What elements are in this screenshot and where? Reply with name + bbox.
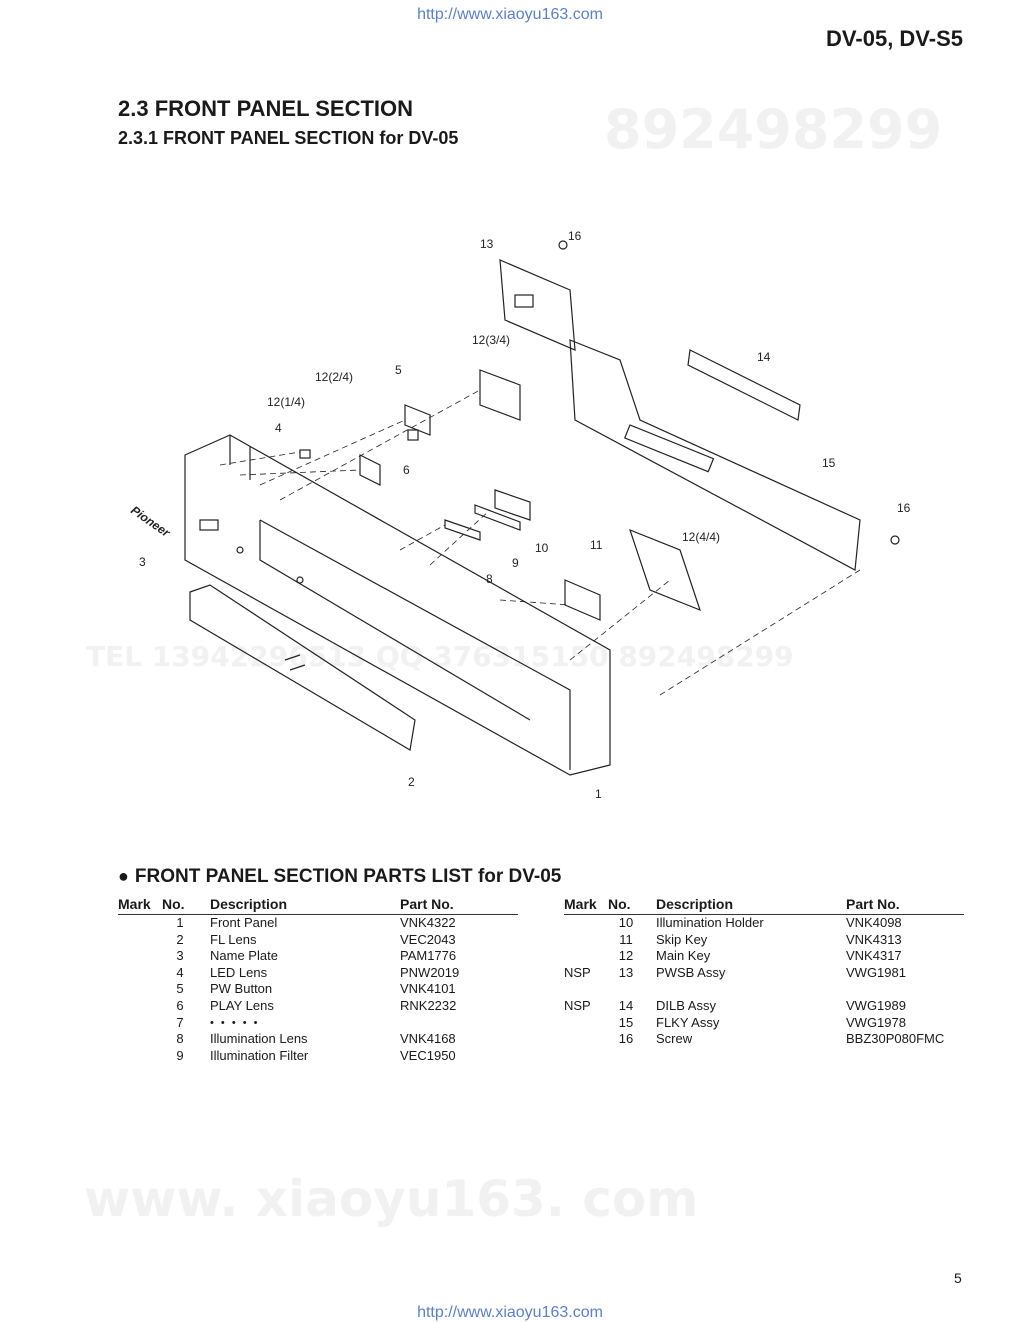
part-number-index: 7 — [176, 1014, 184, 1030]
part-number: VEC1950 — [400, 1047, 456, 1063]
watermark-url-bottom: http://www.xiaoyu163.com — [417, 1304, 603, 1321]
part-mark — [118, 948, 162, 965]
header-mark: Mark — [564, 894, 608, 915]
part-number: VNK4098 — [846, 915, 902, 930]
callout-4: 4 — [275, 421, 282, 435]
part-number-index: 1 — [176, 915, 184, 930]
part-number — [846, 981, 964, 998]
dilb-assy-part — [688, 350, 800, 420]
section-title: 2.3 FRONT PANEL SECTION — [118, 96, 414, 121]
skip-key-part — [565, 580, 600, 620]
callout-11: 11 — [590, 538, 603, 552]
callout-3: 3 — [139, 555, 146, 569]
header-part-no: Part No. — [400, 894, 518, 915]
part-description: Illumination Lens — [210, 1031, 308, 1047]
callout-1: 1 — [595, 787, 602, 801]
table-row — [118, 981, 518, 998]
part-number-index: 8 — [176, 1031, 184, 1047]
part-description: Main Key — [656, 948, 711, 964]
part-number-index: 15 — [618, 1014, 634, 1030]
part-description: Illumination Filter — [210, 1047, 309, 1063]
parts-table-right — [564, 894, 964, 1048]
callout-16-top: 16 — [568, 229, 582, 243]
part-mark — [564, 932, 608, 949]
bullet-icon: ● — [118, 866, 129, 886]
parts-list-title: ● FRONT PANEL SECTION PARTS LIST for DV-05 — [118, 866, 562, 887]
part-number-index: 13 — [618, 964, 634, 980]
table-row — [118, 965, 518, 982]
table-row — [564, 915, 964, 932]
part-mark — [118, 1031, 162, 1048]
callout-5: 5 — [395, 363, 402, 377]
callout-6: 6 — [403, 463, 410, 477]
part-mark — [118, 998, 162, 1015]
part-mark — [118, 965, 162, 982]
header-mark: Mark — [118, 894, 162, 915]
part-description: PW Button — [210, 981, 273, 997]
background-watermark-site: www. xiaoyu163. com — [84, 1170, 699, 1228]
illumination-holder-part — [495, 490, 530, 520]
part-number: VNK4313 — [846, 931, 902, 947]
table-row — [564, 981, 964, 998]
part-description: FL Lens — [210, 931, 257, 947]
table-row — [564, 932, 964, 949]
part-mark — [118, 1048, 162, 1065]
header-description: Description — [198, 894, 400, 915]
model-heading: DV-05, DV-S5 — [826, 26, 963, 51]
part-mark — [564, 948, 608, 965]
pwsb-assy-part — [500, 260, 575, 350]
part-description: Screw — [656, 1031, 693, 1047]
main-key-part-a — [360, 455, 380, 485]
part-number: BBZ30P080FMC — [846, 1031, 945, 1047]
callout-12-1: 12(1/4) — [267, 395, 306, 409]
part-description: PWSB Assy — [656, 964, 726, 980]
part-mark — [118, 1015, 162, 1032]
part-number-index: 16 — [618, 1031, 634, 1047]
table-row — [118, 948, 518, 965]
main-key-part-b — [480, 370, 520, 420]
callout-8: 8 — [486, 572, 493, 586]
part-number-index: 14 — [618, 997, 634, 1013]
table-row — [118, 1015, 518, 1032]
front-panel-part — [185, 435, 610, 775]
part-number: PAM1776 — [400, 948, 457, 964]
callout-13: 13 — [480, 237, 494, 251]
part-description: PLAY Lens — [210, 997, 274, 1013]
table-row — [118, 915, 518, 932]
header-part-no: Part No. — [846, 894, 964, 915]
table-row — [564, 1015, 964, 1032]
fl-lens-part — [190, 585, 415, 750]
callout-9: 9 — [512, 556, 519, 570]
part-number: VNK4322 — [400, 915, 456, 930]
part-number: VEC2043 — [400, 931, 456, 947]
part-number: VNK4168 — [400, 1031, 456, 1047]
part-mark: NSP — [564, 997, 591, 1013]
part-number: VWG1981 — [846, 964, 906, 980]
background-watermark-contact: TEL 13942296513 QQ 376315150 892498299 — [86, 640, 794, 673]
part-number-index: 12 — [618, 948, 634, 964]
part-description: Front Panel — [210, 915, 278, 930]
part-mark — [118, 932, 162, 949]
led-lens-part — [300, 450, 310, 458]
part-number-index: 6 — [176, 997, 184, 1013]
exploded-view-diagram — [100, 220, 980, 820]
part-mark — [118, 915, 162, 932]
table-row — [564, 948, 964, 965]
part-number: VNK4101 — [400, 981, 456, 997]
part-number: VWG1978 — [846, 1014, 906, 1030]
table-row — [564, 998, 964, 1015]
part-description: LED Lens — [210, 964, 268, 980]
callout-16-right: 16 — [897, 501, 911, 515]
part-number: VWG1989 — [846, 997, 906, 1013]
part-mark — [118, 981, 162, 998]
play-lens-part — [408, 430, 418, 440]
callout-10: 10 — [535, 541, 549, 555]
table-row — [118, 998, 518, 1015]
part-number: RNK2232 — [400, 997, 457, 1013]
callout-12-2: 12(2/4) — [315, 370, 354, 384]
header-no: No. — [608, 894, 644, 915]
part-number-index: 4 — [176, 964, 184, 980]
parts-table-left — [118, 894, 518, 1064]
part-description: FLKY Assy — [656, 1014, 720, 1030]
table-row — [118, 1031, 518, 1048]
part-description: Illumination Holder — [656, 915, 764, 930]
part-mark — [564, 915, 608, 932]
callout-12-3: 12(3/4) — [472, 333, 511, 347]
part-number-index: 11 — [619, 931, 633, 947]
part-number — [400, 1015, 518, 1032]
part-number-index — [608, 981, 644, 998]
illumination-lens-part — [445, 520, 480, 540]
pioneer-logo-text: Pioneer — [128, 502, 173, 540]
table-row — [564, 1031, 964, 1048]
part-description: Name Plate — [210, 948, 278, 964]
part-number-index: 10 — [618, 915, 634, 930]
page-number: 5 — [954, 1270, 962, 1286]
table-row — [118, 932, 518, 949]
callout-2: 2 — [408, 775, 415, 789]
part-number-index: 2 — [176, 931, 184, 947]
header-description: Description — [644, 894, 846, 915]
callout-12-4: 12(4/4) — [682, 530, 721, 544]
part-number-index: 9 — [176, 1047, 184, 1063]
table-row — [564, 965, 964, 982]
screw-part-a — [559, 241, 567, 249]
table-row — [118, 1048, 518, 1065]
part-description: Skip Key — [656, 931, 708, 947]
part-description — [644, 981, 846, 998]
part-mark — [564, 1031, 608, 1048]
part-mark: NSP — [564, 964, 591, 980]
watermark-url-top: http://www.xiaoyu163.com — [417, 6, 603, 23]
part-mark — [564, 981, 608, 998]
callout-15: 15 — [822, 456, 836, 470]
part-description: DILB Assy — [656, 997, 716, 1013]
part-number: PNW2019 — [400, 964, 460, 980]
part-number-index: 5 — [176, 981, 184, 997]
subsection-title: 2.3.1 FRONT PANEL SECTION for DV-05 — [118, 128, 459, 148]
background-watermark-number: 892498299 — [604, 98, 943, 161]
part-description: • • • • • — [210, 1016, 260, 1029]
callout-14: 14 — [757, 350, 771, 364]
screw-part-b — [891, 536, 899, 544]
part-mark — [564, 1015, 608, 1032]
part-number-index: 3 — [176, 948, 184, 964]
header-no: No. — [162, 894, 198, 915]
part-number: VNK4317 — [846, 948, 902, 964]
